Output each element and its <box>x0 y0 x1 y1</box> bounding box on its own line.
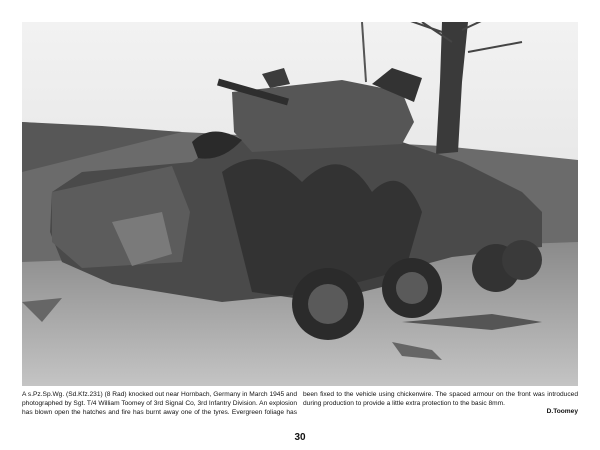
page-number: 30 <box>294 432 306 443</box>
photo-credit: D.Toomey <box>546 408 578 415</box>
photo-caption <box>22 390 578 418</box>
armoured-car-photograph <box>22 22 578 386</box>
caption-text: A s.Pz.Sp.Wg. (Sd.Kfz.231) (8 Rad) knocked out near Hornbach, Germany in March 1945 and photographed by Sgt. T/4 William Toomey of 3rd Signal Co, 3rd Infantry Division. An explosion has blown open the hatches and fire has burnt away one of the tyres. Evergreen foliage has been fixed to the vehicle using chickenwire. The spaced armour on the front was introduced during production to provide a little extra protection to the basic 8mm. <box>22 391 578 417</box>
